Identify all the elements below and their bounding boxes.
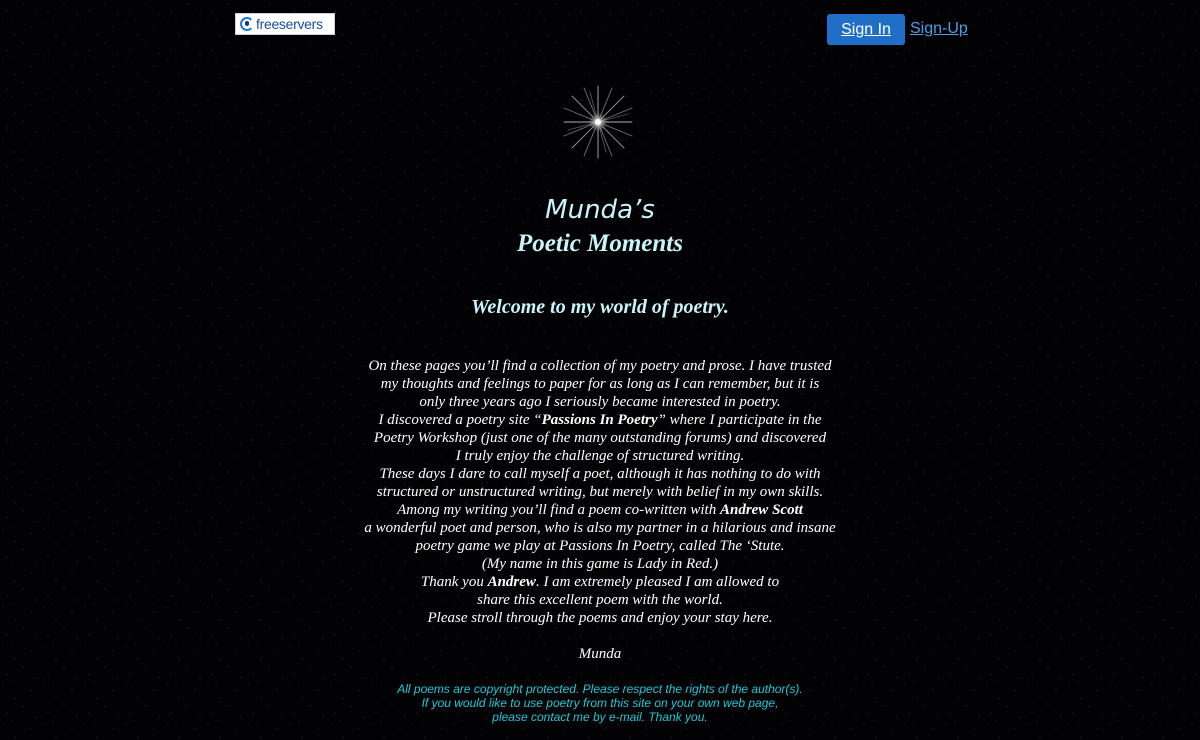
header-bar bbox=[0, 0, 1200, 60]
intro-line: Please stroll through the poems and enjoy your stay here. bbox=[427, 610, 773, 626]
andrew-scott-name: Andrew Scott bbox=[719, 502, 803, 518]
sparkle-star-icon bbox=[560, 84, 636, 160]
intro-line: structured or unstructured writing, but merely with belief in my own skills. bbox=[376, 484, 824, 500]
intro-text-segment: Among my writing you’ll find a poem co-written with bbox=[397, 502, 720, 518]
copyright-line: If you would like to use poetry from this site on your own web page, bbox=[421, 696, 779, 710]
sign-up-link[interactable]: Sign-Up bbox=[910, 20, 968, 37]
sign-in-button[interactable]: Sign In bbox=[827, 14, 905, 45]
welcome-heading: Welcome to my world of poetry. bbox=[471, 296, 729, 318]
intro-text-segment: I discovered a poetry site “ bbox=[378, 412, 542, 428]
freeservers-logo[interactable] bbox=[235, 13, 335, 35]
intro-line: (My name in this game is Lady in Red.) bbox=[481, 556, 719, 572]
passions-in-poetry-name: Passions In Poetry bbox=[541, 412, 658, 428]
intro-line bbox=[300, 411, 900, 429]
intro-line bbox=[300, 501, 900, 519]
copyright-line: All poems are copyright protected. Please respect the rights of the author(s). bbox=[397, 682, 803, 696]
intro-line: my thoughts and feelings to paper for as long as I can remember, but it is bbox=[380, 376, 820, 392]
intro-line bbox=[300, 573, 900, 591]
logo-text: freeservers bbox=[256, 16, 323, 32]
intro-text-segment: ” where I participate in the bbox=[657, 412, 822, 428]
copyright-line: please contact me by e-mail. Thank you. bbox=[492, 710, 708, 724]
intro-line: share this excellent poem with the world. bbox=[477, 592, 723, 608]
intro-text-segment: Thank you bbox=[420, 574, 488, 590]
intro-line: I truly enjoy the challenge of structured writing. bbox=[455, 448, 745, 464]
intro-line: On these pages you’ll find a collection of my poetry and prose. I have trusted bbox=[368, 358, 832, 374]
author-signature: Munda bbox=[578, 646, 622, 662]
freeservers-logo-icon bbox=[240, 17, 254, 31]
intro-line: Poetry Workshop (just one of the many outstanding forums) and discovered bbox=[373, 430, 827, 446]
intro-text bbox=[300, 357, 900, 627]
intro-line: only three years ago I seriously became interested in poetry. bbox=[419, 394, 781, 410]
site-title: Munda’s bbox=[545, 195, 655, 225]
intro-line: These days I dare to call myself a poet, although it has nothing to do with bbox=[379, 466, 821, 482]
intro-text-segment: . I am extremely pleased I am allowed to bbox=[535, 574, 780, 590]
intro-line: poetry game we play at Passions In Poetry, called The ‘Stute. bbox=[415, 538, 785, 554]
andrew-name: Andrew bbox=[487, 574, 536, 590]
copyright-notice bbox=[0, 682, 1200, 724]
site-subtitle: Poetic Moments bbox=[517, 230, 683, 257]
intro-line: a wonderful poet and person, who is also my partner in a hilarious and insane bbox=[364, 520, 836, 536]
